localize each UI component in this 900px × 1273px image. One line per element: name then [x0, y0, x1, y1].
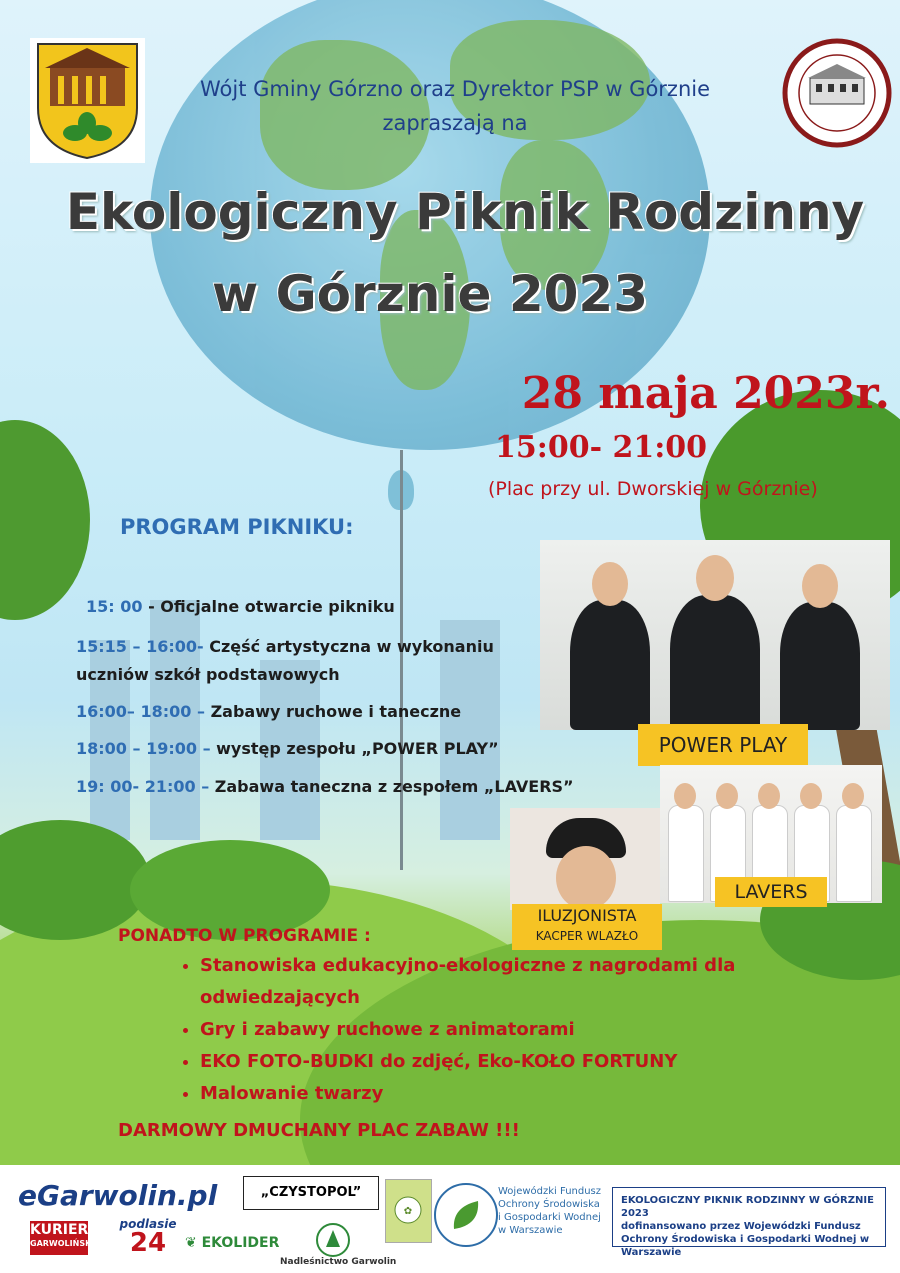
czystopol-logo: „CZYSTOPOL” — [243, 1176, 379, 1210]
band-member — [836, 805, 872, 902]
band-member-head — [716, 783, 738, 809]
podlasie24-logo — [118, 1217, 178, 1258]
extra-item: • Stanowiska edukacyjno-ekologiczne z nagrodami dla odwiedzających — [200, 950, 900, 1014]
ekolider-text: EKOLIDER — [201, 1235, 280, 1251]
program-time: 15:15 – 16:00- — [76, 637, 204, 656]
leaf-icon: ❦ — [185, 1235, 197, 1251]
bush — [130, 840, 330, 940]
egarwolin-logo: eGarwolin.pl — [18, 1179, 218, 1212]
band-member-head — [592, 562, 628, 606]
wfos-line: w Warszawie — [498, 1225, 563, 1236]
extra-closing: DARMOWY DMUCHANY PLAC ZABAW !!! — [118, 1120, 520, 1141]
wfos-line: i Gospodarki Wodnej — [498, 1212, 601, 1223]
power-play-photo — [540, 540, 890, 730]
band-member — [670, 595, 760, 730]
wfos-line: Wojewódzki Fundusz — [498, 1186, 602, 1197]
band-member-head — [758, 783, 780, 809]
extra-item: • Malowanie twarzy — [200, 1078, 900, 1110]
band-member — [780, 602, 860, 730]
program-time: 18:00 – 19:00 — [76, 739, 197, 758]
program-item — [76, 633, 496, 689]
extra-item: • EKO FOTO-BUDKI do zdjęć, Eko-KOŁO FORTUNY — [200, 1046, 900, 1078]
band-member-head — [802, 564, 838, 608]
nadlesnictwo-emblem — [316, 1223, 350, 1257]
band-member — [570, 600, 650, 730]
school-logo — [782, 38, 892, 148]
program-time: 19: 00- 21:00 — [76, 777, 196, 796]
program-sep: - — [142, 597, 161, 616]
program-text: Zabawy ruchowe i taneczne — [210, 702, 462, 721]
nadlesnictwo-text: Nadleśnictwo Garwolin — [280, 1257, 397, 1267]
program-time: 16:00– 18:00 — [76, 702, 192, 721]
program-text: Część artystyczna w wykonaniu uczniów szkół podstawowych — [76, 637, 494, 684]
iluzjonista-name: KACPER WLAZŁO — [535, 929, 639, 943]
iluzjonista-face — [556, 846, 616, 910]
band-member-head — [800, 783, 822, 809]
band-member-head — [696, 555, 734, 601]
program-sep: – — [197, 739, 217, 758]
program-text: Zabawa taneczna z zespołem „LAVERS” — [214, 777, 574, 796]
podlasie-text: podlasie — [119, 1217, 177, 1231]
program-item — [86, 597, 395, 616]
gmina-badge — [385, 1179, 432, 1243]
invitation-header — [150, 72, 760, 140]
band-member — [668, 805, 704, 902]
program-sep: – — [195, 777, 215, 796]
band-member-head — [674, 783, 696, 809]
wfos-line: Ochrony Środowiska — [498, 1199, 600, 1210]
header-line-2: zapraszają na — [382, 111, 528, 135]
program-text: Oficjalne otwarcie pikniku — [160, 597, 395, 616]
program-item — [76, 739, 499, 758]
program-time: 15: 00 — [86, 597, 143, 616]
gmina-coat-of-arms — [30, 38, 145, 163]
wfos-text — [498, 1185, 601, 1237]
program-sep: – — [191, 702, 211, 721]
tree-left — [0, 420, 90, 620]
iluzjonista-photo — [510, 808, 660, 910]
main-title-line-1: Ekologiczny Piknik Rodzinny — [65, 183, 865, 241]
iluzjonista-label — [512, 904, 662, 950]
kurier-logo — [30, 1221, 106, 1255]
extra-list — [140, 950, 900, 1110]
sponsors-footer — [0, 1165, 900, 1273]
lavers-label: LAVERS — [715, 877, 827, 907]
event-date: 28 maja 2023r. — [521, 368, 890, 419]
iluzjonista-title: ILUZJONISTA — [537, 906, 637, 925]
power-play-label: POWER PLAY — [638, 724, 808, 766]
program-item — [76, 702, 461, 721]
program-item — [76, 777, 574, 796]
program-heading: PROGRAM PIKNIKU: — [120, 515, 354, 539]
program-text: występ zespołu „POWER PLAY” — [216, 739, 499, 758]
event-time: 15:00- 21:00 — [495, 430, 708, 465]
funding-text: dofinansowano przez Wojewódzki Fundusz Ochrony Środowiska i Gospodarki Wodnej w Warszawie — [621, 1221, 870, 1258]
funding-title: EKOLOGICZNY PIKNIK RODZINNY W GÓRZNIE 2023 — [621, 1195, 874, 1219]
funding-info-box — [612, 1187, 886, 1258]
svg-text:✿: ✿ — [403, 1206, 413, 1217]
main-title-line-2: w Górznie 2023 — [212, 265, 648, 323]
extra-item: • Gry i zabawy ruchowe z animatorami — [200, 1014, 900, 1046]
kurier-bottom: GARWOLIŃSKI.pl — [30, 1239, 106, 1248]
wfos-emblem — [434, 1183, 498, 1247]
kurier-top: KURIER — [30, 1222, 89, 1238]
extra-heading: PONADTO W PROGRAMIE : — [118, 926, 371, 946]
ekolider-logo — [185, 1235, 279, 1251]
band-member-head — [842, 783, 864, 809]
header-line-1: Wójt Gminy Górzno oraz Dyrektor PSP w Górznie — [199, 77, 711, 101]
event-place: (Plac przy ul. Dworskiej w Górznie) — [488, 478, 818, 500]
podlasie-number: 24 — [129, 1228, 167, 1258]
